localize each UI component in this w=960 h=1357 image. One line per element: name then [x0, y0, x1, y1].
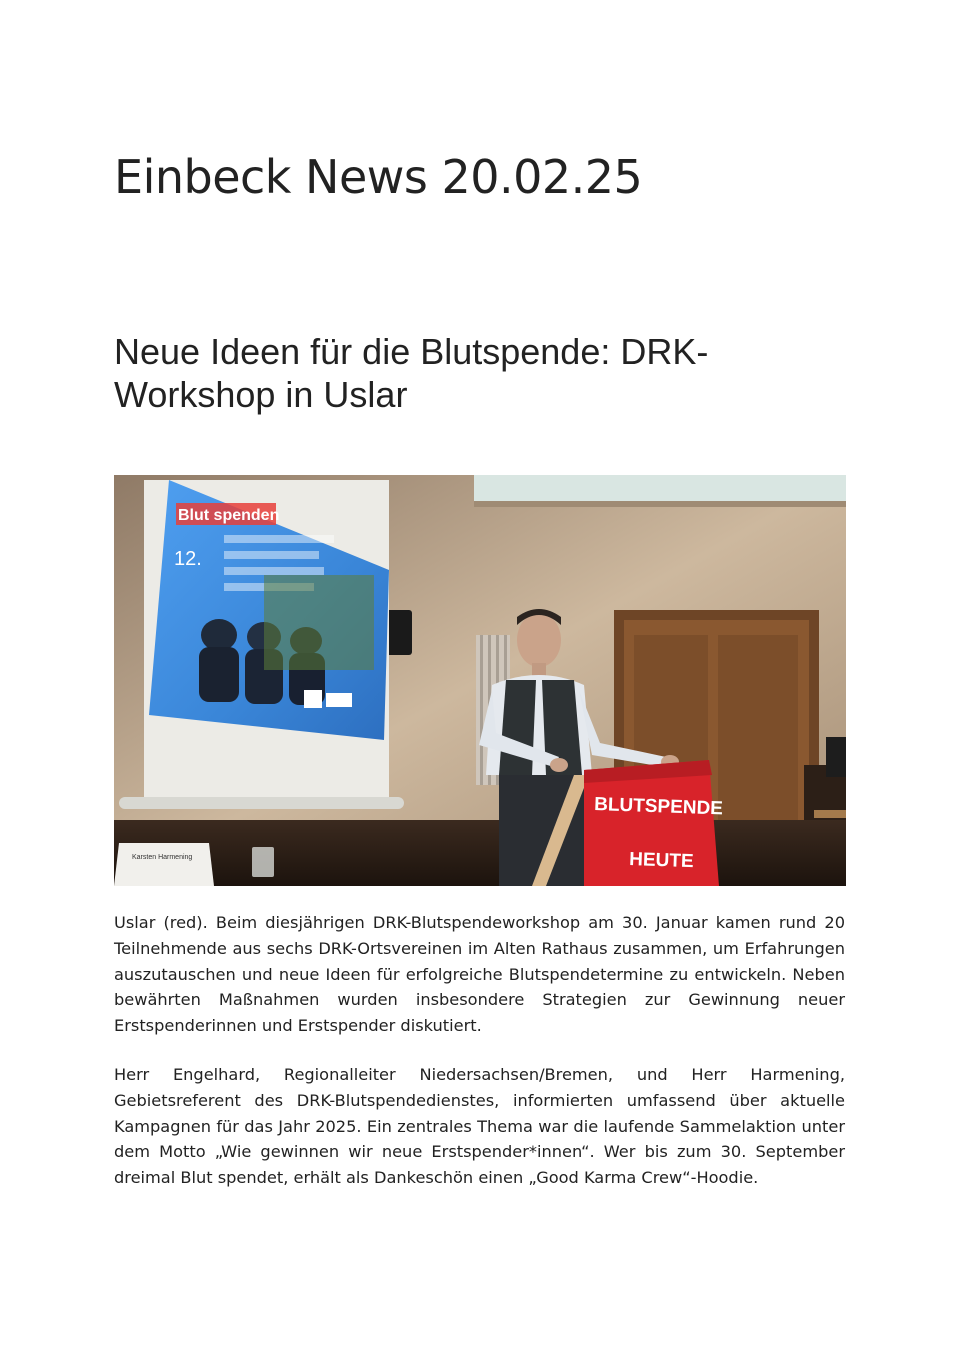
name-card — [114, 843, 214, 886]
slide-date: 12. — [174, 548, 202, 570]
stool — [814, 810, 846, 818]
cabinet-item — [826, 737, 846, 777]
ceiling-edge — [474, 501, 846, 507]
name-card-label: Karsten Harmening — [132, 854, 193, 861]
slide-title: Blut spenden — [178, 507, 280, 524]
page-title: Einbeck News 20.02.25 — [114, 150, 643, 204]
paragraph: Herr Engelhard, Regionalleiter Niedersachsen/Bremen, und Herr Harmening, Gebietsreferent des DRK-Blutspendedienstes, informierten umfassend über aktuelle Kampagnen für das Jahr 2025. Ein zentrales Thema war die laufende Sammelaktion unter dem Motto „Wie gewinnen wir neue Erstspender*innen“. Wer bis zum 30. September dreimal Blut spendet, erhält als Dankeschön einen „Good Karma Crew“-Hoodie. — [114, 1064, 845, 1188]
article-body — [114, 910, 845, 1214]
paragraph: Uslar (red). Beim diesjährigen DRK-Blutspendeworkshop am 30. Januar kamen rund 20 Teilnehmende aus sechs DRK-Ortsvereinen im Alten Rathaus zusammen, um Erfahrungen auszutauschen und neue Ideen für erfolgreiche Blutspendetermine zu entwickeln. Neben bewährten Maßnahmen wurden insbesondere Strategien zur Gewinnung neuer Erstspenderinnen und Erstspender diskutiert. — [114, 913, 845, 1036]
water-glass — [252, 847, 274, 877]
article-headline: Neue Ideen für die Blutspende: DRK-Workshop in Uslar — [114, 331, 709, 415]
table — [114, 820, 846, 886]
ceiling-light — [474, 475, 846, 503]
sign-line-2: HEUTE — [628, 849, 694, 873]
article-photo — [114, 475, 846, 886]
projection-screen — [119, 480, 404, 809]
sign-line-1: BLUTSPENDE — [593, 794, 724, 820]
